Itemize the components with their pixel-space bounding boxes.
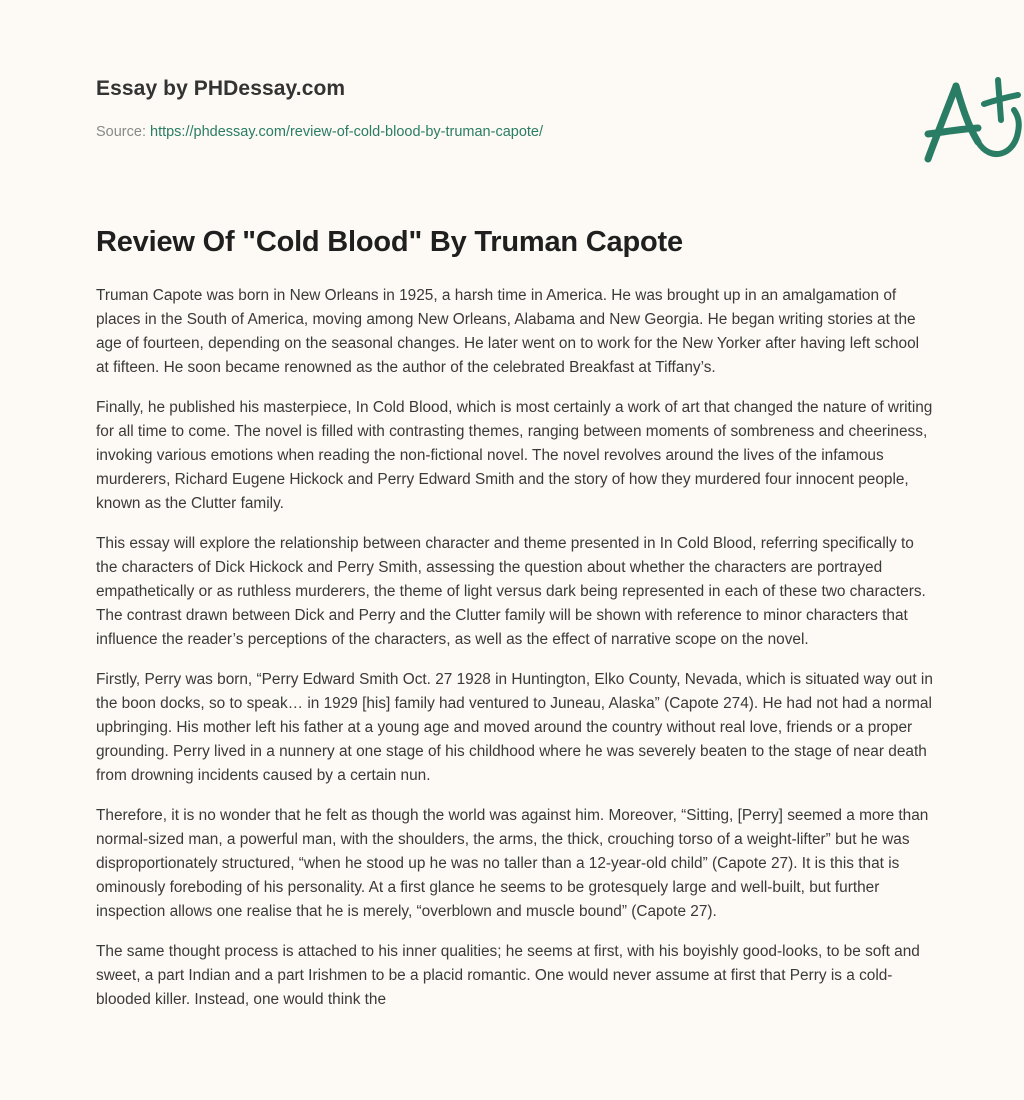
paragraph-2: Finally, he published his masterpiece, In Cold Blood, which is most certainly a work of art that changed the nature of writing for all time to come. The novel is filled with contrasting themes, ranging between moments of sombreness and cheeriness, invoking various emotions when reading the non-fictional novel. The novel revolves around the lives of the infamous murderers, Richard Eugene Hickock and Perry Edward Smith and the story of how they murdered four innocent people, known as the Clutter family. [96, 399, 933, 512]
paragraph-1: Truman Capote was born in New Orleans in 1925, a harsh time in America. He was brought up in an amalgamation of places in the South of America, moving among New Orleans, Alabama and New Georgia. He began writing stories at the age of fourteen, depending on the seasonal changes. He later went on to work for the New Yorker after having left school at fifteen. He soon became renowned as the author of the celebrated Breakfast at Tiffany’s. [96, 287, 920, 376]
source-line [96, 124, 543, 140]
paragraph-5: Therefore, it is no wonder that he felt as though the world was against him. Moreover, “Sitting, [Perry] seemed a more than normal-sized man, a powerful man, with the shoulders, the arms, the thick, crouching torso of a weight-lifter” but he was disproportionately structured, “when he stood up he was no taller than a 12-year-old child” (Capote 27). It is this that is ominously foreboding of his personality. At a first glance he seems to be grotesquely large and well-built, but further inspection allows one realise that he is merely, “overblown and muscle bound” (Capote 27). [96, 807, 929, 920]
paragraph-4: Firstly, Perry was born, “Perry Edward Smith Oct. 27 1928 in Huntington, Elko County, Nevada, which is situated way out in the boon docks, so to speak… in 1929 [his] family had ventured to Juneau, Alaska” (Capote 274). He had not had a normal upbringing. His mother left his father at a young age and moved around the country without real love, friends or a proper grounding. Perry lived in a nunnery at one stage of his childhood where he was severely beaten to the stage of near death from drowning incidents caused by a certain nun. [96, 671, 933, 784]
source-link[interactable]: https://phdessay.com/review-of-cold-blood-by-truman-capote/ [150, 124, 544, 140]
site-brand: Essay by PHDessay.com [96, 77, 346, 100]
paragraph-3: This essay will explore the relationship between character and theme presented in In Cold Blood, referring specifically to the characters of Dick Hickock and Perry Smith, assessing the question about whether the characters are portrayed empathetically or as ruthless murderers, the theme of light versus dark being represented in each of these two characters. The contrast drawn between Dick and Perry and the Clutter family will be shown with reference to minor characters that influence the reader’s perceptions of the characters, as well as the effect of narrative scope on the novel. [96, 535, 926, 648]
a-plus-grade-icon [914, 62, 1024, 172]
source-label: Source: [96, 124, 150, 140]
article-body [96, 284, 936, 1028]
paragraph-6: The same thought process is attached to his inner qualities; he seems at first, with his boyishly good-looks, to be soft and sweet, a part Indian and a part Irishmen to be a placid romantic. One would never assume at first that Perry is a cold-blooded killer. Instead, one would think the [96, 943, 920, 1008]
article-title: Review Of "Cold Blood" By Truman Capote [96, 226, 683, 258]
